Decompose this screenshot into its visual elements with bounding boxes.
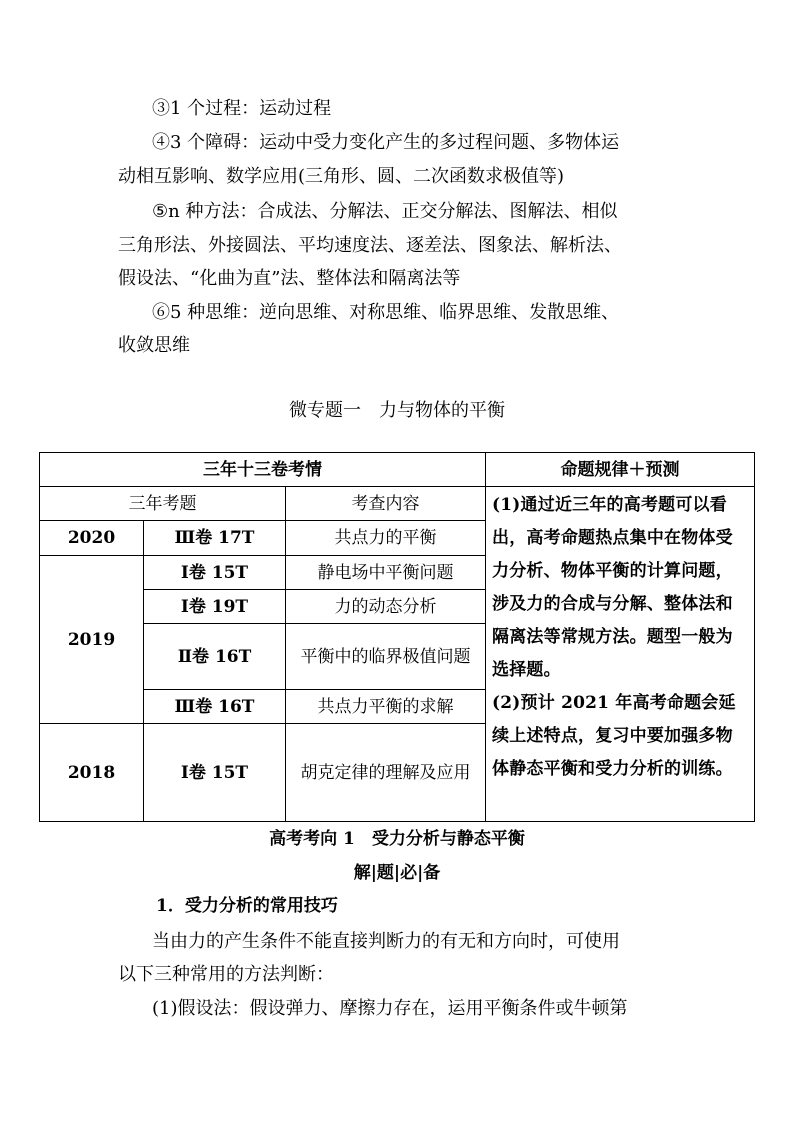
year-cell: 2018 [40,724,144,822]
summary-line-2: ④3 个障碍：运动中受力变化产生的多过程问题、多物体运 [152,132,620,153]
year-cell: 2019 [40,556,144,724]
content-cell: 力的动态分析 [286,590,486,624]
table-subheader-content: 考查内容 [286,487,486,521]
table-header-right: 命题规律＋预测 [486,453,755,487]
paper-cell: Ⅰ卷 15T [144,556,286,590]
paper-cell: Ⅰ卷 19T [144,590,286,624]
summary-line-3: 动相互影响、数学应用(三角形、圆、二次函数求极值等) [118,166,565,187]
paper-cell: Ⅰ卷 15T [144,724,286,822]
content-cell: 共点力的平衡 [286,521,486,556]
paper-cell: Ⅲ卷 17T [144,521,286,556]
content-cell: 共点力平衡的求解 [286,690,486,724]
paper-cell: Ⅱ卷 16T [144,624,286,690]
year-cell: 2020 [40,521,144,556]
section-title: 微专题一 力与物体的平衡 [289,400,505,421]
content-cell: 平衡中的临界极值问题 [286,624,486,690]
exam-analysis-table [39,452,755,822]
summary-line-7: ⑥5 种思维：逆向思维、对称思维、临界思维、发散思维、 [152,302,620,323]
table-header-left: 三年十三卷考情 [40,453,486,487]
paper-cell: Ⅲ卷 16T [144,690,286,724]
prediction-cell [486,487,755,822]
summary-line-1: ③1 个过程：运动过程 [152,98,332,119]
direction-title: 高考考向 1 受力分析与静态平衡 [269,829,525,849]
content-cell: 胡克定律的理解及应用 [286,724,486,822]
summary-line-6: 假设法、“化曲为直”法、整体法和隔离法等 [118,268,461,289]
summary-line-8: 收敛思维 [118,335,190,356]
content-cell: 静电场中平衡问题 [286,556,486,590]
summary-line-4: ⑤n 种方法：合成法、分解法、正交分解法、图解法、相似 [152,201,618,222]
prediction-paragraph-1: (1)通过近三年的高考题可以看出，高考命题热点集中在物体受力分析、物体平衡的计算问题，涉及力的合成与分解、整体法和隔离法等常规方法。题型一般为选择题。 [492,495,733,680]
point-1-title: 1．受力分析的常用技巧 [156,896,338,916]
paragraph-1-line-1: 当由力的产生条件不能直接判断力的有无和方向时，可使用 [152,931,620,952]
table-subheader-years: 三年考题 [40,487,286,521]
summary-line-5: 三角形法、外接圆法、平均速度法、逐差法、图象法、解析法、 [118,235,622,256]
prediction-paragraph-2: (2)预计 2021 年高考命题会延续上述特点，复习中要加强多物体静态平衡和受力分析的训练。 [492,693,736,779]
subheading: 解|题|必|备 [353,863,441,883]
paragraph-1-line-2: 以下三种常用的方法判断： [118,964,334,985]
paragraph-2-line-1: (1)假设法：假设弹力、摩擦力存在，运用平衡条件或牛顿第 [152,998,628,1019]
